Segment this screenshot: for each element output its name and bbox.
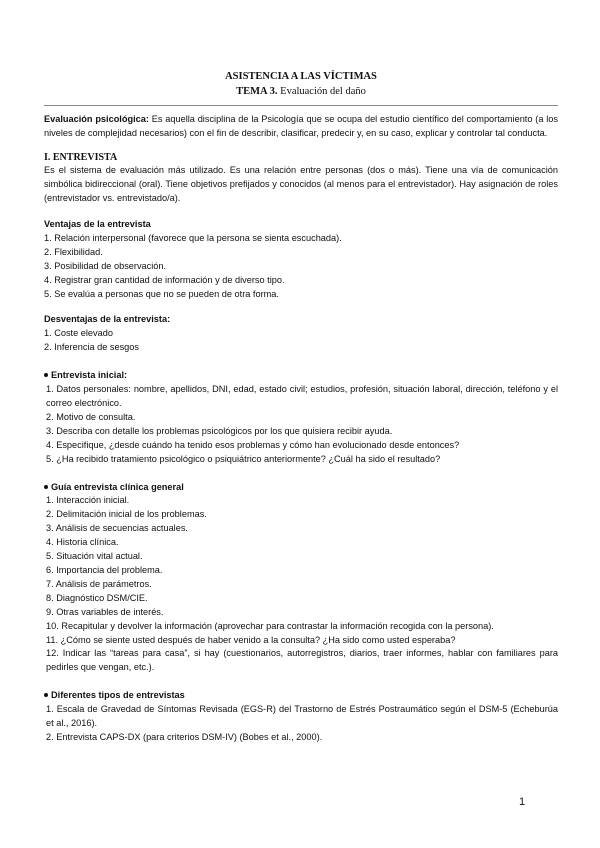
bullet-icon	[44, 485, 48, 489]
list-item: 6. Importancia del problema.	[46, 564, 163, 575]
list-item: 3. Posibilidad de observación.	[44, 260, 167, 271]
list-item: 2. Delimitación inicial de los problemas.	[46, 509, 207, 520]
list-item: 2. Inferencia de sesgos	[44, 342, 139, 353]
entrevista-inicial-list	[44, 383, 558, 466]
list-item: 1. Coste elevado	[44, 328, 113, 339]
guia-heading-text: Guía entrevista clínica general	[51, 481, 184, 492]
list-item: 3. Análisis de secuencias actuales.	[46, 523, 188, 534]
document-page	[44, 70, 558, 745]
header-divider	[44, 105, 558, 106]
list-item: 2. Motivo de consulta.	[46, 411, 136, 422]
list-item: 2. Entrevista CAPS-DX (para criterios DSM-IV) (Bobes et al., 2000).	[46, 731, 323, 742]
ventajas-heading: Ventajas de la entrevista	[44, 219, 151, 230]
list-item: 10. Recapitular y devolver la información (aprovechar para contrastar la información recogida con la persona).	[46, 620, 494, 631]
list-item: 11. ¿Cómo se siente usted después de haber venido a la consulta? ¿Ha sido como usted esperaba?	[46, 634, 456, 645]
list-item: 4. Historia clínica.	[46, 537, 119, 548]
list-item: 5. Situación vital actual.	[46, 551, 143, 562]
tipos-heading-text: Diferentes tipos de entrevistas	[51, 690, 185, 701]
document-subtitle	[44, 85, 558, 100]
entrevista-inicial-heading-text: Entrevista inicial:	[51, 370, 128, 381]
intro-paragraph	[44, 113, 558, 141]
entrevista-inicial-heading	[44, 369, 558, 383]
list-item: 3. Describa con detalle los problemas psicológicos por los que quisiera recibir ayuda.	[46, 425, 393, 436]
list-item: 1. Datos personales: nombre, apellidos, DNI, edad, estado civil; estudios, profesión, situación laboral, dirección, teléfono y el correo electrónico.	[46, 384, 558, 408]
list-item: 8. Diagnóstico DSM/CIE.	[46, 592, 148, 603]
bullet-icon	[44, 373, 48, 377]
guia-heading	[44, 481, 558, 495]
desventajas-list	[44, 327, 558, 355]
list-item: 1. Escala de Gravedad de Síntomas Revisada (EGS-R) del Trastorno de Estrés Postraumático según el DSM-5 (Echeburúa et al., 2016).	[46, 704, 558, 729]
list-item: 1. Relación interpersonal (favorece que la persona se sienta escuchada).	[44, 232, 342, 243]
tipos-list	[44, 703, 558, 745]
intro-term: Evaluación psicológica:	[44, 114, 149, 124]
bullet-icon	[44, 693, 48, 697]
list-item: 1. Interacción inicial.	[46, 495, 130, 506]
page-number: 1	[519, 796, 526, 808]
list-item: 5. ¿Ha recibido tratamiento psicológico o psiquiátrico anteriormente? ¿Cuál ha sido el resultado?	[46, 453, 441, 464]
subtitle-rest: Evaluación del daño	[277, 85, 366, 97]
list-item: 9. Otras variables de interés.	[46, 606, 164, 617]
desventajas-heading: Desventajas de la entrevista:	[44, 314, 171, 325]
list-item: 5. Se evalúa a personas que no se pueden de otra forma.	[44, 288, 279, 299]
intro-text: Es aquella disciplina de la Psicología que se ocupa del estudio científico del comportamiento (a los niveles de complejidad necesarios) con el fin de describir, clasificar, predecir y, en su caso, explicar y controlar tal conducta.	[44, 114, 558, 138]
list-item: 4. Registrar gran cantidad de información y de diverso tipo.	[44, 274, 285, 285]
list-item: 4. Especifique, ¿desde cuándo ha tenido esos problemas y cómo han evolucionado desde entonces?	[46, 439, 460, 450]
list-item: 2. Flexibilidad.	[44, 246, 103, 257]
entrevista-paragraph: Es el sistema de evaluación más utilizado. Es una relación entre personas (dos o más). Tiene una vía de comunicación simbólica bidireccional (oral). Tiene objetivos prefijados y conocidos (al menos para el entrevistador). Hay asignación de roles (entrevistador vs. entrevistado/a).	[44, 165, 558, 204]
subtitle-prefix: TEMA 3.	[236, 85, 278, 97]
document-title: ASISTENCIA A LAS VÍCTIMAS	[225, 71, 377, 82]
section-heading-entrevista: I. ENTREVISTA	[44, 151, 118, 163]
list-item: 7. Análisis de parámetros.	[46, 578, 152, 589]
tipos-heading	[44, 689, 558, 703]
list-item: 12. Indicar las “tareas para casa”, si hay (cuestionarios, autorregistros, diarios, traer informes, hablar con familiares para pedirles que vengan, etc.).	[46, 648, 558, 673]
guia-list	[44, 494, 558, 675]
ventajas-list	[44, 232, 558, 302]
